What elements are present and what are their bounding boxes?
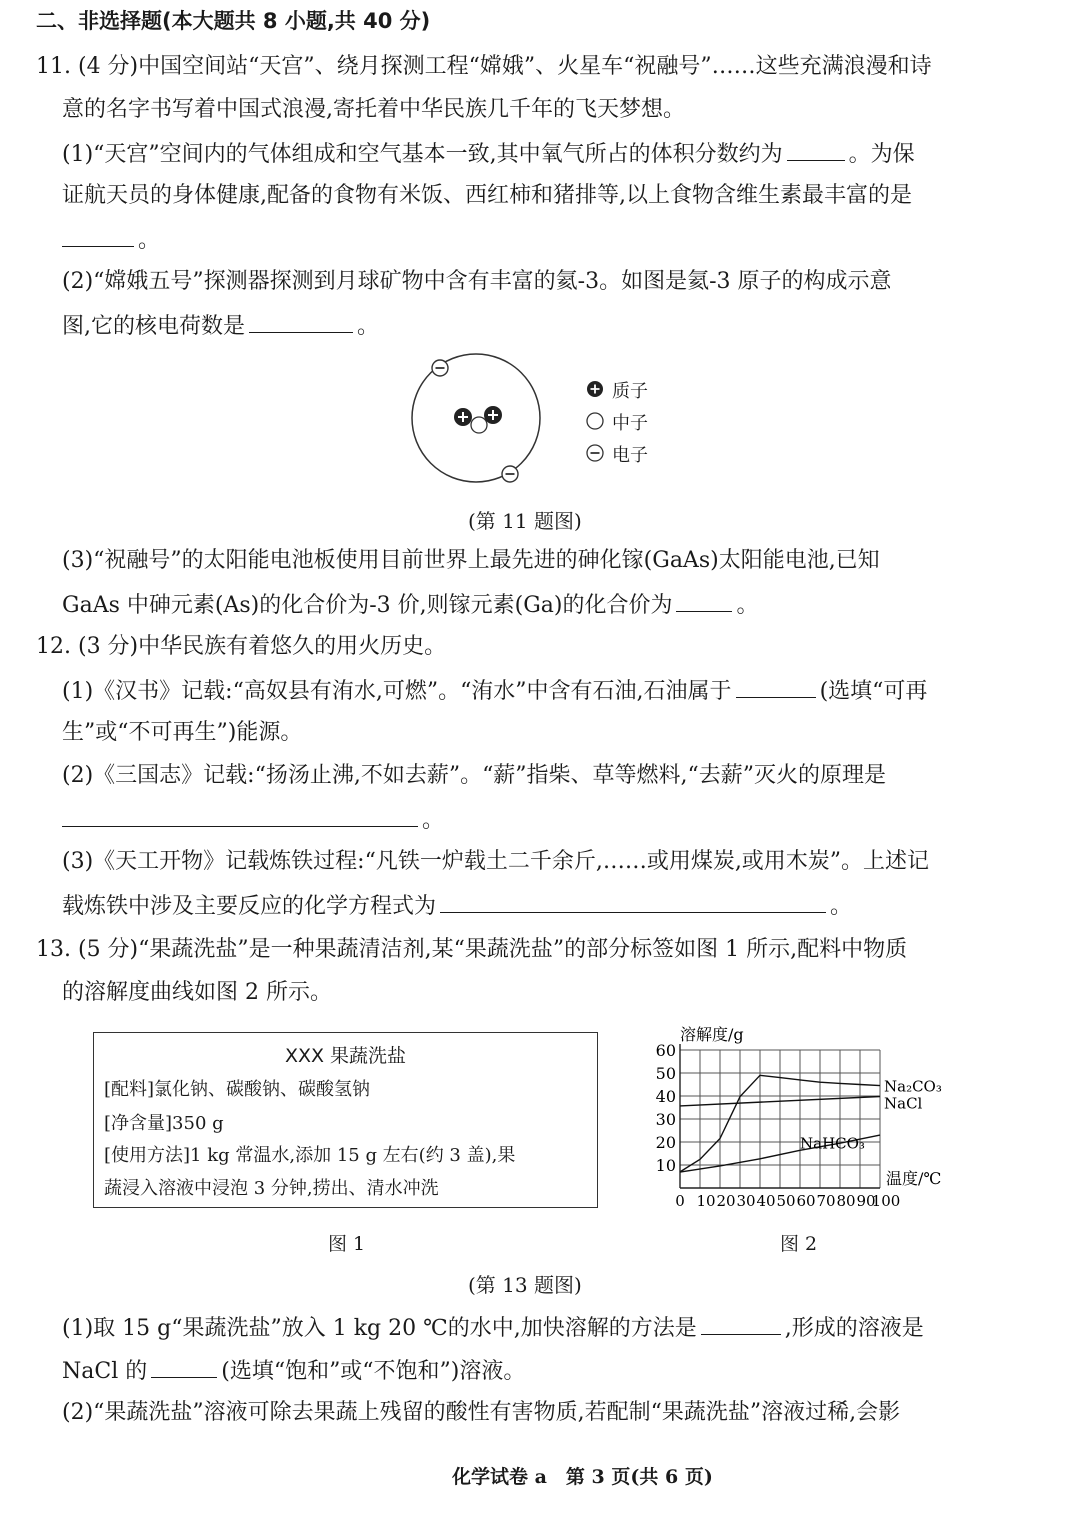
q11-line2: 意的名字书写着中国式浪漫,寄托着中华民族几千年的飞天梦想。 xyxy=(62,97,685,122)
x-tick-label: 90 xyxy=(856,1192,876,1210)
neutron xyxy=(471,417,487,433)
q11-answer-blank-1[interactable] xyxy=(787,138,845,161)
figure-13-caption: (第 13 题图) xyxy=(468,1273,582,1297)
proton-legend-icon xyxy=(587,381,603,397)
helium-atom-diagram xyxy=(400,352,560,492)
q13-answer-blank-1[interactable] xyxy=(701,1312,781,1335)
q11-part1-text: (1)“天宫”空间内的气体组成和空气基本一致,其中氧气所占的体积分数约为 xyxy=(62,142,783,167)
q13-part1-text: (1)取 15 g“果蔬洗盐”放入 1 kg 20 ℃的水中,加快溶解的方法是 xyxy=(62,1316,697,1341)
q11-part2-cont xyxy=(62,310,379,342)
q12-part2: (2)《三国志》记载:“扬汤止沸,不如去薪”。“薪”指柴、草等燃料,“去薪”灭火的原理是 xyxy=(62,763,887,788)
q12-line1: 12. (3 分)中华民族有着悠久的用火历史。 xyxy=(36,634,447,659)
period: 。 xyxy=(138,228,161,253)
y-tick-label: 40 xyxy=(655,1087,676,1106)
q13-answer-blank-2[interactable] xyxy=(151,1355,217,1378)
period: 。 xyxy=(422,808,445,833)
y-tick-label: 50 xyxy=(655,1064,676,1083)
y-tick-label: 10 xyxy=(655,1156,676,1175)
y-tick-label: 30 xyxy=(655,1110,676,1129)
proton xyxy=(454,408,472,426)
q11-part3-cont xyxy=(62,589,759,621)
figure-1-caption: 图 1 xyxy=(328,1233,366,1255)
period: 。 xyxy=(830,894,853,919)
q12-part1-text-b: (选填“可再 xyxy=(819,679,928,704)
legend-proton: 质子 xyxy=(612,381,648,402)
solubility-chart xyxy=(640,1020,970,1220)
x-axis-label: 温度/℃ xyxy=(886,1169,942,1188)
q13-part2: (2)“果蔬洗盐”溶液可除去果蔬上残留的酸性有害物质,若配制“果蔬洗盐”溶液过稀,会影 xyxy=(62,1400,901,1425)
page-footer: 化学试卷 a 第 3 页(共 6 页) xyxy=(452,1466,713,1488)
q13-line1: 13. (5 分)“果蔬洗盐”是一种果蔬清洁剂,某“果蔬洗盐”的部分标签如图 1 所示,配料中物质 xyxy=(36,937,908,962)
q12-part2-end xyxy=(58,804,444,836)
x-tick-label: 30 xyxy=(736,1192,756,1210)
electron xyxy=(502,466,518,482)
q11-part1-text-b: 。为保 xyxy=(848,142,915,167)
figure-2-caption: 图 2 xyxy=(780,1233,818,1255)
q11-part2: (2)“嫦娥五号”探测器探测到月球矿物中含有丰富的氦-3。如图是氦-3 原子的构成示意 xyxy=(62,269,892,294)
section-title: 二、非选择题(本大题共 8 小题,共 40 分) xyxy=(36,9,431,33)
y-tick-label: 60 xyxy=(655,1041,676,1060)
legend-electron: 电子 xyxy=(612,445,648,466)
x-tick-label: 50 xyxy=(776,1192,796,1210)
period: 。 xyxy=(736,593,759,618)
label-usage-1: [使用方法]1 kg 常温水,添加 15 g 左右(约 3 盖),果 xyxy=(104,1145,516,1166)
series-label-1: Na₂CO₃ xyxy=(884,1077,942,1096)
period: 。 xyxy=(357,314,380,339)
label-ingredients: [配料]氯化钠、碳酸钠、碳酸氢钠 xyxy=(104,1079,371,1100)
x-tick-label: 70 xyxy=(816,1192,836,1210)
q13-line2: 的溶解度曲线如图 2 所示。 xyxy=(62,980,332,1005)
y-axis-label: 溶解度/g xyxy=(680,1025,744,1044)
q12-answer-blank-1[interactable] xyxy=(736,675,816,698)
q11-part1 xyxy=(62,138,915,170)
q13-part1-text-d: (选填“饱和”或“不饱和”)溶液。 xyxy=(221,1359,526,1384)
y-tick-label: 20 xyxy=(655,1133,676,1152)
q12-part3-cont xyxy=(62,890,852,922)
label-usage-2: 蔬浸入溶液中浸泡 3 分钟,捞出、清水冲洗 xyxy=(104,1178,439,1199)
electron-legend-icon xyxy=(587,445,603,461)
q11-line1: 11. (4 分)中国空间站“天宫”、绕月探测工程“嫦娥”、火星车“祝融号”……这些充满浪漫和诗 xyxy=(36,54,932,79)
q12-part3-text: 载炼铁中涉及主要反应的化学方程式为 xyxy=(62,894,437,919)
x-tick-label: 40 xyxy=(756,1192,776,1210)
proton xyxy=(484,406,502,424)
x-tick-label: 100 xyxy=(871,1192,901,1210)
product-label-box xyxy=(93,1032,598,1208)
q12-part1 xyxy=(62,675,927,707)
x-tick-label: 60 xyxy=(796,1192,816,1210)
x-tick-label: 10 xyxy=(696,1192,716,1210)
q13-part1 xyxy=(62,1312,924,1344)
neutron-legend-icon xyxy=(587,413,603,429)
x-tick-label: 0 xyxy=(675,1192,685,1210)
x-tick-label: 20 xyxy=(716,1192,736,1210)
q12-answer-blank-2[interactable] xyxy=(62,804,418,827)
q11-answer-blank-4[interactable] xyxy=(676,589,732,612)
q12-answer-blank-3[interactable] xyxy=(440,890,826,913)
q12-part1-cont: 生”或“不可再生”)能源。 xyxy=(62,720,303,745)
q11-part3: (3)“祝融号”的太阳能电池板使用目前世界上最先进的砷化镓(GaAs)太阳能电池,已知 xyxy=(62,548,880,573)
electron xyxy=(432,360,448,376)
figure-11-caption: (第 11 题图) xyxy=(468,509,582,533)
q11-part3-text: GaAs 中砷元素(As)的化合价为-3 价,则镓元素(Ga)的化合价为 xyxy=(62,593,673,618)
q13-part1-cont xyxy=(62,1355,525,1387)
series-label-2: NaCl xyxy=(884,1094,923,1113)
q12-part1-text: (1)《汉书》记载:“高奴县有洧水,可燃”。“洧水”中含有石油,石油属于 xyxy=(62,679,732,704)
q13-part1-text-b: ,形成的溶液是 xyxy=(784,1316,924,1341)
q11-part1-cont: 证航天员的身体健康,配备的食物有米饭、西红柿和猪排等,以上食物含维生素最丰富的是 xyxy=(62,183,912,208)
q11-part1-end xyxy=(58,224,160,256)
legend-neutron: 中子 xyxy=(612,413,648,434)
q12-part3: (3)《天工开物》记载炼铁过程:“凡铁一炉载土二千余斤,……或用煤炭,或用木炭”。上述记 xyxy=(62,849,930,874)
q11-answer-blank-3[interactable] xyxy=(249,310,353,333)
label-net-content: [净含量]350 g xyxy=(104,1113,224,1134)
q13-part1-text-c: NaCl 的 xyxy=(62,1359,148,1384)
label-title: XXX 果蔬洗盐 xyxy=(284,1045,407,1067)
series-label-3: NaHCO₃ xyxy=(800,1134,865,1153)
atom-legend-symbols xyxy=(584,378,606,468)
q11-answer-blank-2[interactable] xyxy=(62,224,134,247)
q11-part2-text: 图,它的核电荷数是 xyxy=(62,314,245,339)
x-tick-label: 80 xyxy=(836,1192,856,1210)
